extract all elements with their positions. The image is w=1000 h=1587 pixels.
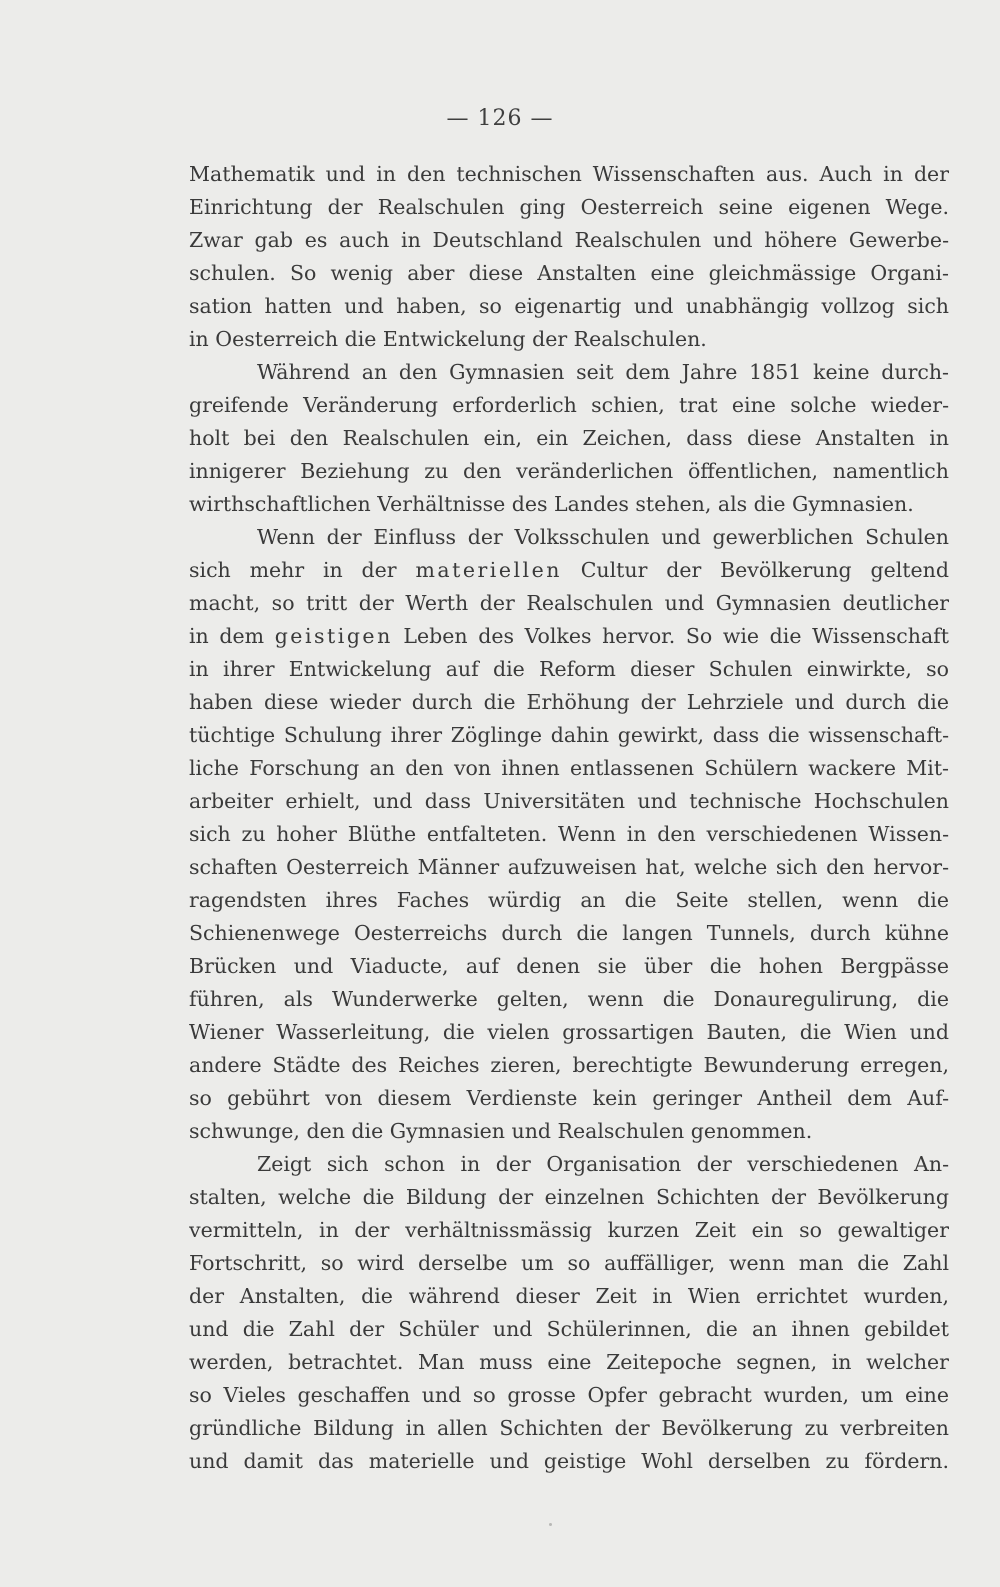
- text-line: ragendsten ihres Faches würdig an die Seite stellen, wenn die: [189, 888, 949, 912]
- text-line: der Anstalten, die während dieser Zeit in Wien errichtet wurden,: [189, 1284, 949, 1308]
- text-line: Fortschritt, so wird derselbe um so auffälliger, wenn man die Zahl: [189, 1251, 949, 1275]
- text-line: gründliche Bildung in allen Schichten der Bevölkerung zu verbreiten: [189, 1416, 949, 1440]
- text-line: und damit das materielle und geistige Wohl derselben zu fördern.: [189, 1449, 949, 1473]
- text-line: stalten, welche die Bildung der einzelnen Schichten der Bevölkerung: [189, 1185, 949, 1209]
- text-line: schulen. So wenig aber diese Anstalten eine gleichmässige Organi-: [189, 261, 949, 285]
- paragraph-start-line: Zeigt sich schon in der Organisation der verschiedenen An-: [257, 1152, 949, 1176]
- text-line: macht, so tritt der Werth der Realschulen und Gymnasien deutlicher: [189, 591, 949, 615]
- paragraph-start-line: Wenn der Einfluss der Volksschulen und gewerblichen Schulen: [257, 525, 949, 549]
- text-line: sation hatten und haben, so eigenartig und unabhängig vollzog sich: [189, 294, 949, 318]
- text-line: schwunge, den die Gymnasien und Realschulen genommen.: [189, 1119, 813, 1143]
- text-line: Wiener Wasserleitung, die vielen grossartigen Bauten, die Wien und: [189, 1020, 949, 1044]
- paragraph-start-line: Während an den Gymnasien seit dem Jahre 1851 keine durch-: [257, 360, 949, 384]
- print-speck: [549, 1523, 552, 1526]
- text-segment: Leben des Volkes hervor. So wie die Wissenschaft: [392, 624, 949, 648]
- text-line: greifende Veränderung erforderlich schien, trat eine solche wieder-: [189, 393, 949, 417]
- text-line: so gebührt von diesem Verdienste kein geringer Antheil dem Auf-: [189, 1086, 949, 1110]
- text-line: holt bei den Realschulen ein, ein Zeichen, dass diese Anstalten in: [189, 426, 949, 450]
- text-line: schaften Oesterreich Männer aufzuweisen hat, welche sich den hervor-: [189, 855, 949, 879]
- page-number: — 126 —: [446, 106, 554, 131]
- spaced-emphasis: geistigen: [274, 624, 393, 648]
- text-line: liche Forschung an den von ihnen entlassenen Schülern wackere Mit-: [189, 756, 949, 780]
- text-line: tüchtige Schulung ihrer Zöglinge dahin gewirkt, dass die wissenschaft-: [189, 723, 949, 747]
- text-segment: Cultur der Bevölkerung geltend: [561, 558, 949, 582]
- body-text: [189, 158, 949, 1478]
- text-line: innigerer Beziehung zu den veränderlichen öffentlichen, namentlich: [189, 459, 949, 483]
- text-segment: sich mehr in der: [189, 558, 416, 582]
- text-line: Schienenwege Oesterreichs durch die langen Tunnels, durch kühne: [189, 921, 949, 945]
- text-line: Mathematik und in den technischen Wissenschaften aus. Auch in der: [189, 162, 949, 186]
- text-line: Brücken und Viaducte, auf denen sie über die hohen Bergpässe: [189, 954, 949, 978]
- text-segment: in dem: [189, 624, 275, 648]
- text-line: werden, betrachtet. Man muss eine Zeitepoche segnen, in welcher: [189, 1350, 949, 1374]
- text-line: und die Zahl der Schüler und Schülerinnen, die an ihnen gebildet: [189, 1317, 949, 1341]
- text-line: haben diese wieder durch die Erhöhung der Lehrziele und durch die: [189, 690, 949, 714]
- text-line: so Vieles geschaffen und so grosse Opfer gebracht wurden, um eine: [189, 1383, 949, 1407]
- text-line: führen, als Wunderwerke gelten, wenn die Donauregulirung, die: [189, 987, 949, 1011]
- text-line: wirthschaftlichen Verhältnisse des Landes stehen, als die Gymnasien.: [189, 492, 914, 516]
- text-line: [189, 620, 949, 653]
- text-line: Einrichtung der Realschulen ging Oesterreich seine eigenen Wege.: [189, 195, 949, 219]
- text-line: arbeiter erhielt, und dass Universitäten und technische Hochschulen: [189, 789, 949, 813]
- text-line: vermitteln, in der verhältnissmässig kurzen Zeit ein so gewaltiger: [189, 1218, 949, 1242]
- text-line: andere Städte des Reiches zieren, berechtigte Bewunderung erregen,: [189, 1053, 949, 1077]
- text-line: sich zu hoher Blüthe entfalteten. Wenn in den verschiedenen Wissen-: [189, 822, 949, 846]
- text-line: in ihrer Entwickelung auf die Reform dieser Schulen einwirkte, so: [189, 657, 949, 681]
- spaced-emphasis: materiellen: [415, 558, 562, 582]
- text-line: [189, 554, 949, 587]
- text-line: in Oesterreich die Entwickelung der Realschulen.: [189, 327, 707, 351]
- text-line: Zwar gab es auch in Deutschland Realschulen und höhere Gewerbe-: [189, 228, 949, 252]
